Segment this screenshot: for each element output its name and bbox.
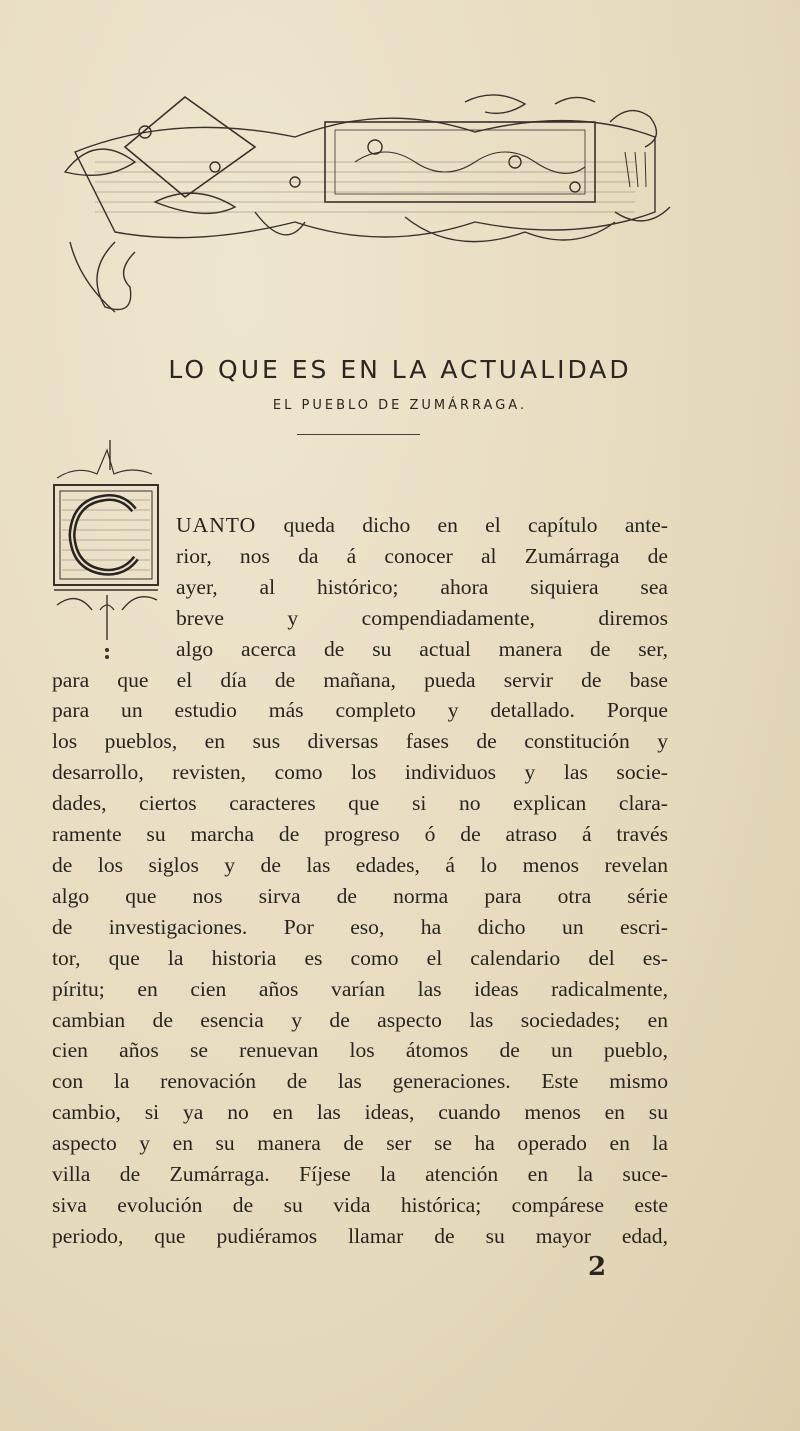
- text-line: para un estudio más completo y detallado. Porque: [52, 698, 668, 723]
- text-line: siva evolución de su vida histórica; compárese este: [52, 1192, 668, 1217]
- text-line: de investigaciones. Por eso, ha dicho un escri-: [52, 914, 668, 939]
- text-line: con la renovación de las generaciones. Este mismo: [52, 1069, 668, 1094]
- text-line: ramente su marcha de progreso ó de atraso á través: [52, 822, 668, 847]
- title-divider: [297, 434, 420, 435]
- text-line: de los siglos y de las edades, á lo menos revelan: [52, 852, 668, 877]
- dropcap-word-rest: UANTO: [176, 513, 257, 537]
- text-line: tor, que la historia es como el calendario del es-: [52, 945, 668, 970]
- text-line-fragment: queda dicho en el capítulo ante-: [256, 513, 668, 537]
- text-line: periodo, que pudiéramos llamar de su mayor edad,: [52, 1223, 668, 1248]
- text-line: píritu; en cien años varían las ideas radicalmente,: [52, 976, 668, 1001]
- text-line: villa de Zumárraga. Fíjese la atención en la suce-: [52, 1162, 668, 1187]
- text-line: dades, ciertos caracteres que si no explican clara-: [52, 791, 668, 816]
- text-line: ayer, al histórico; ahora siquiera sea: [176, 574, 668, 599]
- text-line: breve y compendiadamente, diremos: [176, 605, 668, 630]
- text-line: algo acerca de su actual manera de ser,: [176, 636, 668, 661]
- text-line: cien años se renuevan los átomos de un pueblo,: [52, 1038, 668, 1063]
- text-line: los pueblos, en sus diversas fases de constitución y: [52, 729, 668, 754]
- ornamental-headpiece-icon: [55, 92, 675, 327]
- text-line: desarrollo, revisten, como los individuos y las socie-: [52, 760, 668, 785]
- body-paragraph: [52, 510, 668, 1252]
- text-line: cambio, si ya no en las ideas, cuando menos en su: [52, 1100, 668, 1125]
- text-line: cambian de esencia y de aspecto las sociedades; en: [52, 1007, 668, 1032]
- text-line: rior, nos da á conocer al Zumárraga de: [176, 543, 668, 568]
- page-number: 2: [588, 1252, 607, 1282]
- chapter-subtitle: EL PUEBLO DE ZUMÁRRAGA.: [272, 398, 528, 413]
- text-line: [52, 510, 668, 541]
- text-line: aspecto y en su manera de ser se ha operado en la: [52, 1131, 668, 1156]
- text-line: para que el día de mañana, pueda servir de base: [52, 667, 668, 692]
- text-line: algo que nos sirva de norma para otra série: [52, 883, 668, 908]
- chapter-title: LO QUE ES EN LA ACTUALIDAD: [168, 355, 632, 384]
